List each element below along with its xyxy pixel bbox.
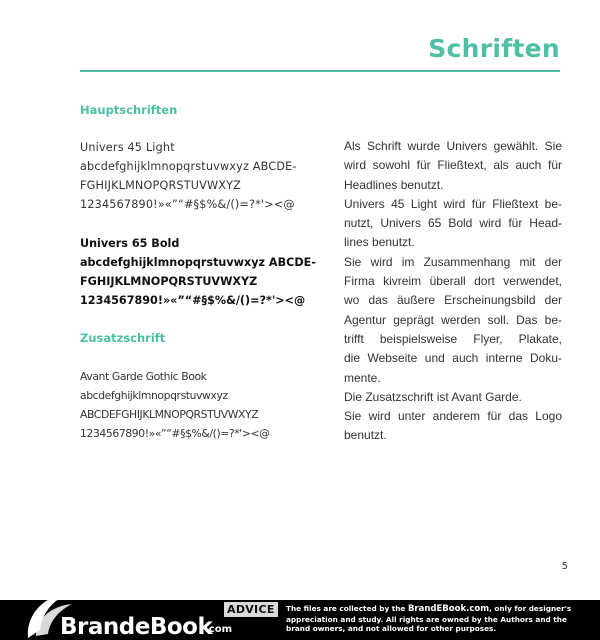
- description-text: [344, 137, 562, 446]
- lowercase-sample: abcdefghijklmnopqrstuvwxyz ABCDE-: [80, 160, 297, 173]
- numerals-sample: 1234567890!»«”“#§$%&/()=?*'><@: [80, 198, 295, 211]
- uppercase-sample: FGHIJKLMNOPQRSTUVWXYZ: [80, 179, 242, 192]
- avant-garde-specimen: [80, 367, 330, 443]
- font-name: Avant Garde Gothic Book: [80, 370, 207, 383]
- disclaimer-brand: BrandEBook.com: [407, 604, 490, 614]
- title-divider: [80, 70, 560, 72]
- text-line: Die Zusatzschrift ist Avant Garde.: [344, 389, 522, 404]
- text-line: benutzt.: [344, 428, 387, 443]
- page-title: Schriften: [428, 34, 560, 63]
- disclaimer-line: brand owners, and not allowed for other purposes.: [286, 624, 497, 633]
- text-line: Headlines benutzt.: [344, 177, 444, 192]
- text-line: die Webseite und auch interne Doku-: [344, 351, 562, 366]
- text-line: Sie wird unter anderem für das Logo: [344, 409, 562, 424]
- univers-light-specimen: [80, 138, 330, 214]
- text-line: lines benutzt.: [344, 235, 415, 250]
- brand-logo-suffix: .com: [205, 624, 233, 635]
- font-name: Univers 45 Light: [80, 141, 175, 154]
- univers-bold-specimen: [80, 234, 330, 310]
- text-line: Univers 45 Light wird für Fließtext be-: [344, 196, 562, 211]
- disclaimer-prefix: The files are collected by the: [286, 604, 408, 613]
- advice-badge: ADVICE: [224, 602, 278, 617]
- text-line: wird sowohl für Fließtext, als auch für: [344, 158, 562, 173]
- page-number: 5: [561, 561, 568, 572]
- numerals-sample: 1234567890!»«”“#§$%&/()=?*'><@: [80, 427, 270, 440]
- font-name: Univers 65 Bold: [80, 237, 180, 250]
- disclaimer-suffix: , only for designer's: [489, 604, 572, 613]
- text-line: nutzt, Univers 65 Bold wird für Head-: [344, 216, 562, 231]
- brand-logo-text: BrandeBook: [60, 614, 213, 640]
- uppercase-sample: ABCDEFGHIJKLMNOPQRSTUVWXYZ: [80, 408, 259, 421]
- disclaimer-line: appreciation and study. All rights are owned by the Authors and the: [286, 614, 567, 624]
- lowercase-sample: abcdefghijklmnopqrstuvwxyz: [80, 389, 228, 402]
- copyright-disclaimer: [286, 604, 598, 634]
- text-line: wo das äußere Erscheinungsbild der: [344, 293, 562, 308]
- text-line: trifft beispielsweise Flyer, Plakate,: [344, 331, 562, 346]
- uppercase-sample: FGHIJKLMNOPQRSTUVWXYZ: [80, 275, 258, 288]
- text-line: mente.: [344, 370, 381, 385]
- text-line: Als Schrift wurde Univers gewählt. Sie: [344, 139, 562, 153]
- footer-bar: [0, 600, 600, 640]
- lowercase-sample: abcdefghijklmnopqrstuvwxyz ABCDE-: [80, 256, 316, 269]
- main-fonts-heading: Hauptschriften: [80, 103, 178, 117]
- text-line: Firma kivreim überall dort verwendet,: [344, 274, 562, 289]
- numerals-sample: 1234567890!»«”“#§$%&/()=?*'><@: [80, 294, 306, 307]
- additional-font-heading: Zusatzschrift: [80, 331, 166, 345]
- text-line: Sie wird im Zusammenhang mit der: [344, 254, 562, 269]
- text-line: Agentur geprägt werden soll. Das be-: [344, 312, 562, 327]
